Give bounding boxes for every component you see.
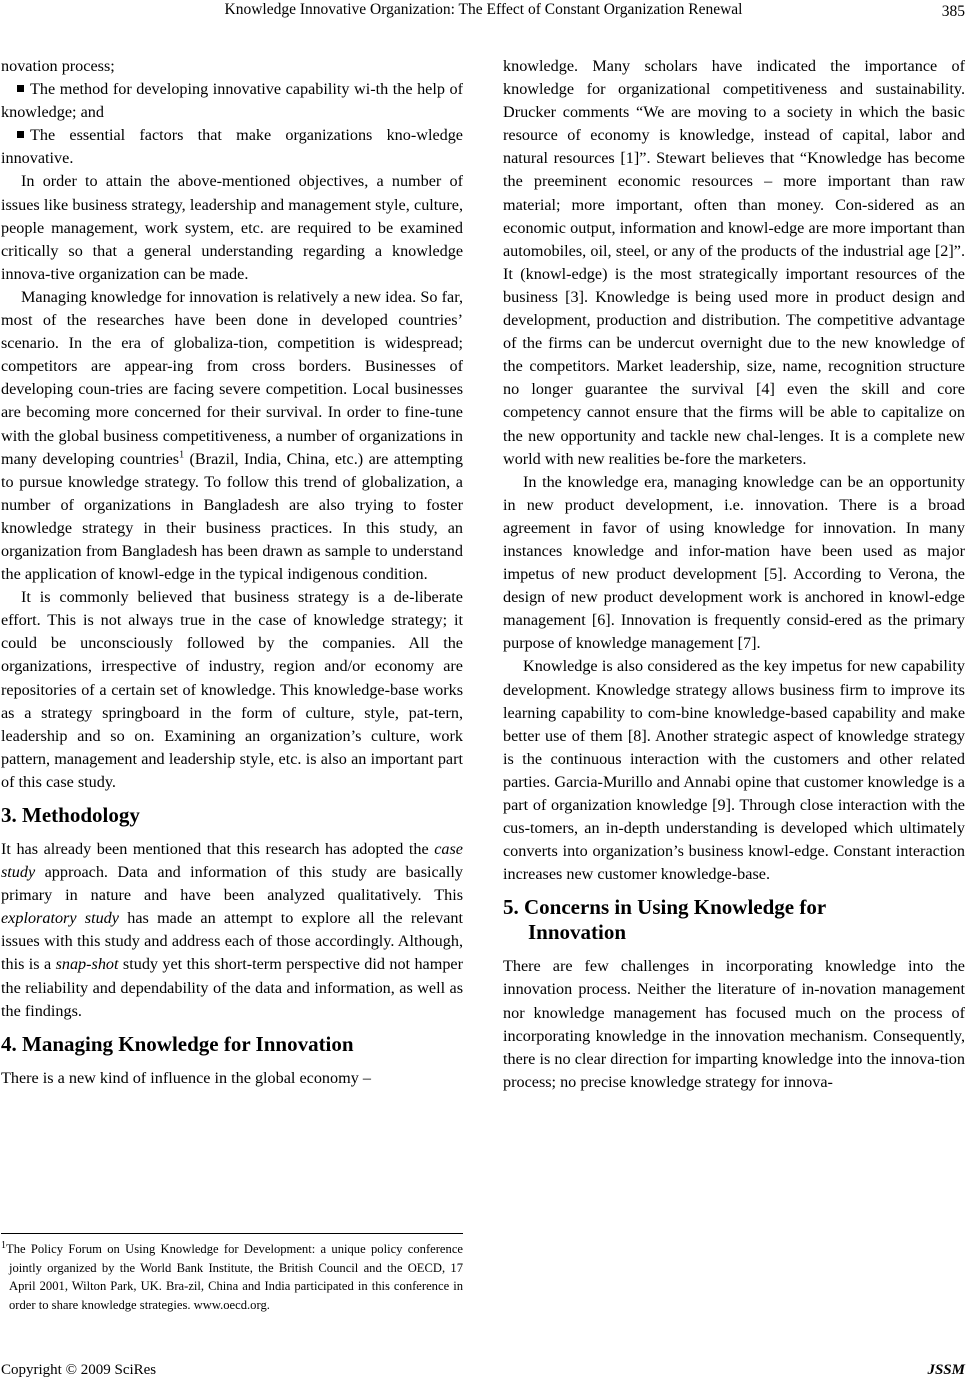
- italic-term: exploratory study: [1, 909, 119, 928]
- paragraph-text: study yet this short-term perspective did not hamper the reliability and dependability of the data and information, as well as the findings.: [1, 955, 463, 1020]
- paragraph-text: Managing knowledge for innovation is relatively a new idea. So far, most of the researches have been done in developed countries’ scenario. In the era of globaliza-tion, competition is widespread; competitors are appear-ing from cross borders. Businesses of developing coun-tries are facing severe competition. Local businesses are becoming more concerned for their survival. In order to fine-tune with the global business competitiveness, a number of organizations in many developing countries: [1, 287, 463, 468]
- page-header: [0, 0, 967, 30]
- right-column: [503, 55, 965, 1094]
- page-number: 385: [941, 3, 965, 20]
- bullet-item: [1, 124, 463, 170]
- bullet-square-icon: [17, 131, 24, 138]
- section-heading: 4. Managing Knowledge for Innovation: [1, 1031, 354, 1056]
- copyright: Copyright © 2009 SciRes: [1, 1362, 157, 1378]
- paragraph-text: has made an attempt to explore all the relevant issues with this study and address each of those accordingly. Although, this is a: [1, 909, 464, 974]
- paragraph-text: (Brazil, India, China, etc.) are attempting to pursue knowledge strategy. To follow this trend of globalization, a number of organizations in Bangladesh are also trying to foster knowledge strategy in their business practices. In this study, an organization from Bangladesh has been drawn as sample to understand the application of knowl-edge in the typical indigenous condition.: [1, 449, 463, 584]
- section-heading: 3. Methodology: [1, 803, 140, 827]
- italic-term: snap-shot: [55, 955, 119, 974]
- section-heading: [503, 895, 965, 945]
- paragraph: There is a new kind of influence in the global economy –: [1, 1068, 371, 1087]
- footnote-mark: 1: [1, 1239, 6, 1251]
- footnote: [1, 1233, 463, 1314]
- paragraph: It is commonly believed that business strategy is a de-liberate effort. This is not always true in the case of knowledge strategy; it could be unconsciously followed by the companies. All the organizations, irrespective of industry, region and/or economy are repositories of a certain set of knowledge. This knowledge-base works as a strategy springboard in the form of culture, style, pat-tern, leadership and so on. Examining an organization’s culture, work pattern, management and leadership style, etc. is also an important part of this case study.: [1, 588, 463, 791]
- paragraph: [1, 286, 463, 586]
- footnote-text: The Policy Forum on Using Knowledge for Development: a unique policy conference jointly organized by the World Bank Institute, the British Council and the OECD, 17 April 2001, Wilton Park, UK. Bra-zil, China and India participated in this conference in order to share knowledge strategies. www.oecd.org.: [6, 1242, 463, 1312]
- paragraph: knowledge. Many scholars have indicated the importance of knowledge for organizational competitiveness and sustainability. Drucker comments “We are moving to a society in which the basic resource of economy is knowledge, instead of capital, labor and natural resources [1]”. Stewart believes that “Knowledge has become the preeminent economic resources – more important than raw material; more important, often than money. Con-sidered as an economic output, information and knowl-edge are more important than automobiles, oil, steel, or any of the products of the industrial age [2]”. It (knowl-edge) is the most strategically important resources of the business [3]. Knowledge is being used more in product design and development, production and distribution. The competitive advantage of the firms can be undercut overnight due to the new knowledge of the competitors. Market leadership, size, name, recognition structure no longer guarantee the survival [4] even the skill and core competency cannot ensure that the firms will be able to capitalize on the new opportunity and tackle new chal-lenges. It is a complete new world with new realities be-fore the marketers.: [503, 57, 965, 468]
- section-heading-line: Innovation: [528, 920, 627, 945]
- paragraph: [1, 838, 463, 1023]
- footnote-marker: 1: [179, 449, 185, 461]
- paragraph: In order to attain the above-mentioned objectives, a number of issues like business strategy, leadership and management style, culture, people management, work system, etc. are required to be examined critically so that a general understanding regarding a knowledge innova-tive organization can be made.: [1, 172, 463, 283]
- bullet-square-icon: [17, 85, 24, 92]
- bullet-text: The method for developing innovative capability wi-th the help of knowledge; and: [1, 80, 463, 122]
- paragraph: There are few challenges in incorporating knowledge into the innovation process. Neither the literature of in-novation management nor knowledge management has focused much on the process of incorporating knowledge in the innovation mechanism. Consequently, there is no clear direction for imparting knowledge into the innova-tion process; no precise knowledge strategy for innova-: [503, 957, 965, 1091]
- italic-term: case study: [1, 840, 463, 882]
- footnote-body: [1, 1240, 463, 1314]
- paragraph: In the knowledge era, managing knowledge can be an opportunity in new product development, i.e. innovation. There is a broad agreement in favor of using knowledge for innovation. In many instances knowledge and infor-mation have been used as major impetus of new product development [5]. According to Verona, the design of new product development work is anchored in knowl-edge management [6]. Innovation is frequently consid-ered as the primary purpose of knowledge management [7].: [503, 472, 965, 653]
- bullet-item: [1, 78, 463, 124]
- paragraph-text: approach. Data and information of this study are basically primary in nature and have been analyzed qualitatively. This: [1, 863, 463, 905]
- journal-name: JSSM: [927, 1362, 965, 1378]
- paragraph: Knowledge is also considered as the key impetus for new capability development. Knowledge strategy allows business firm to improve its learning capability to com-bine knowledge-based capability and make better use of them [8]. Another strategic aspect of knowledge strategy is the continuous interaction with the customers and other related parties. Garcia-Murillo and Annabi opine that customer knowledge is a part of organization knowledge [9]. Through close interaction with the cus-tomers, an in-depth understanding is developed which ultimately converts into organization’s business knowl-edge. Constant interaction increases new customer knowledge-base.: [503, 657, 965, 884]
- section-heading-line: 5. Concerns in Using Knowledge for: [503, 895, 827, 920]
- bullet-text: The essential factors that make organizations kno-wledge innovative.: [1, 126, 463, 168]
- left-column: [1, 55, 463, 1090]
- paragraph-text: It has already been mentioned that this research has adopted the: [1, 840, 435, 858]
- paragraph: novation process;: [1, 57, 115, 75]
- running-title: Knowledge Innovative Organization: The Effect of Constant Organization Renewal: [224, 1, 743, 18]
